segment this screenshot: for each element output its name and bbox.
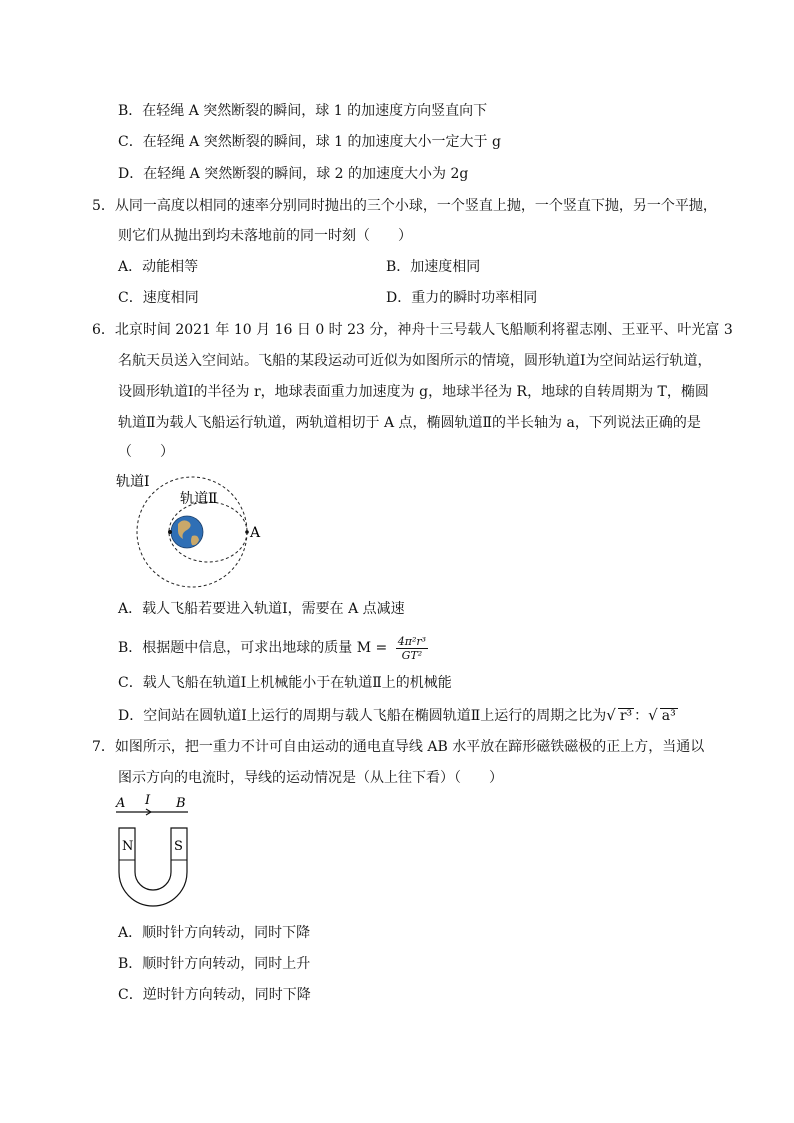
mass-fraction [396,635,428,662]
magnet-diagram [112,790,202,914]
orbit-diagram [112,466,272,590]
q5-option-b: B．加速度相同 [386,259,481,275]
q4-option-d: D．在轻绳 A 突然断裂的瞬间，球 2 的加速度大小为 2g [118,166,469,182]
q6-stem-line4: 轨道Ⅱ为载人飞船运行轨道，两轨道相切于 A 点，椭圆轨道Ⅱ的半长轴为 a，下列说法正确的是 [118,415,701,431]
earth-icon [171,516,203,548]
ratio-separator: ： [634,708,649,724]
q7-stem-line2: 图示方向的电流时，导线的运动情况是（从上往下看）（ ） [118,770,503,786]
q6-option-a: A．载人飞船若要进入轨道Ⅰ，需要在 A 点减速 [118,601,405,617]
mass-fraction-denominator: GT² [401,648,423,662]
sqrt-icon: √ [606,706,616,724]
current-i-label: I [145,793,151,808]
wire-end-a-label: A [116,796,126,811]
q5-option-a: A．动能相等 [118,259,199,275]
wire-end-b-label: B [176,796,186,811]
q6-option-c: C．载人飞船在轨道Ⅰ上机械能小于在轨道Ⅱ上的机械能 [118,675,452,691]
current-arrow-icon [140,809,151,815]
q6-option-d [118,705,678,726]
north-pole-label: N [122,839,134,854]
orbit-2-label: 轨道Ⅱ [180,491,218,507]
orbit-1-label: 轨道Ⅰ [116,474,150,490]
point-a-label: A [250,525,261,541]
q5-stem-line1: 5．从同一高度以相同的速率分别同时抛出的三个小球，一个竖直上抛，一个竖直下抛，另一个平抛， [92,198,717,214]
sqrt-a-cubed: a³ [661,708,676,724]
earth-left-dot [168,530,172,534]
q5-stem-line2: 则它们从抛出到均未落地前的同一时刻（ ） [118,228,412,244]
q6-stem-line1: 6．北京时间 2021 年 10 月 16 日 0 时 23 分，神舟十三号载人飞船顺利将翟志刚、王亚平、叶光富 3 [92,322,733,338]
q7-option-b: B．顺时针方向转动，同时上升 [118,956,311,972]
q7-option-c: C．逆时针方向转动，同时下降 [118,987,311,1003]
q5-option-d: D．重力的瞬时功率相同 [386,290,538,306]
q7-stem-line1: 7．如图所示，把一重力不计可自由运动的通电直导线 AB 水平放在蹄形磁铁磁极的正上方，当通以 [92,739,705,755]
q4-option-b: B．在轻绳 A 突然断裂的瞬间，球 1 的加速度方向竖直向下 [118,103,488,119]
sqrt-icon: √ [648,706,658,724]
q6-option-b [118,631,428,665]
sqrt-r-cubed: r³ [619,708,633,724]
q6-stem-line2: 名航天员送入空间站。飞船的某段运动可近似为如图所示的情境，圆形轨道Ⅰ为空间站运行轨道， [118,353,712,369]
q4-option-c: C．在轻绳 A 突然断裂的瞬间，球 1 的加速度大小一定大于 g [118,134,501,150]
q7-option-a: A．顺时针方向转动，同时下降 [118,925,311,941]
q6-option-d-text: D．空间站在圆轨道Ⅰ上运行的周期与载人飞船在椭圆轨道Ⅱ上运行的周期之比为 [118,708,607,724]
q6-stem-line5: （ ） [118,444,174,460]
south-pole-label: S [174,839,183,854]
q5-option-c: C．速度相同 [118,290,199,306]
tangent-point-a [245,530,249,534]
q6-stem-line3: 设圆形轨道Ⅰ的半径为 r，地球表面重力加速度为 g，地球半径为 R，地球的自转周期为 T，椭圆 [118,384,709,400]
mass-fraction-numerator: 4π²r³ [397,634,427,648]
q6-option-b-text: B．根据题中信息，可求出地球的质量 M = [118,640,388,656]
